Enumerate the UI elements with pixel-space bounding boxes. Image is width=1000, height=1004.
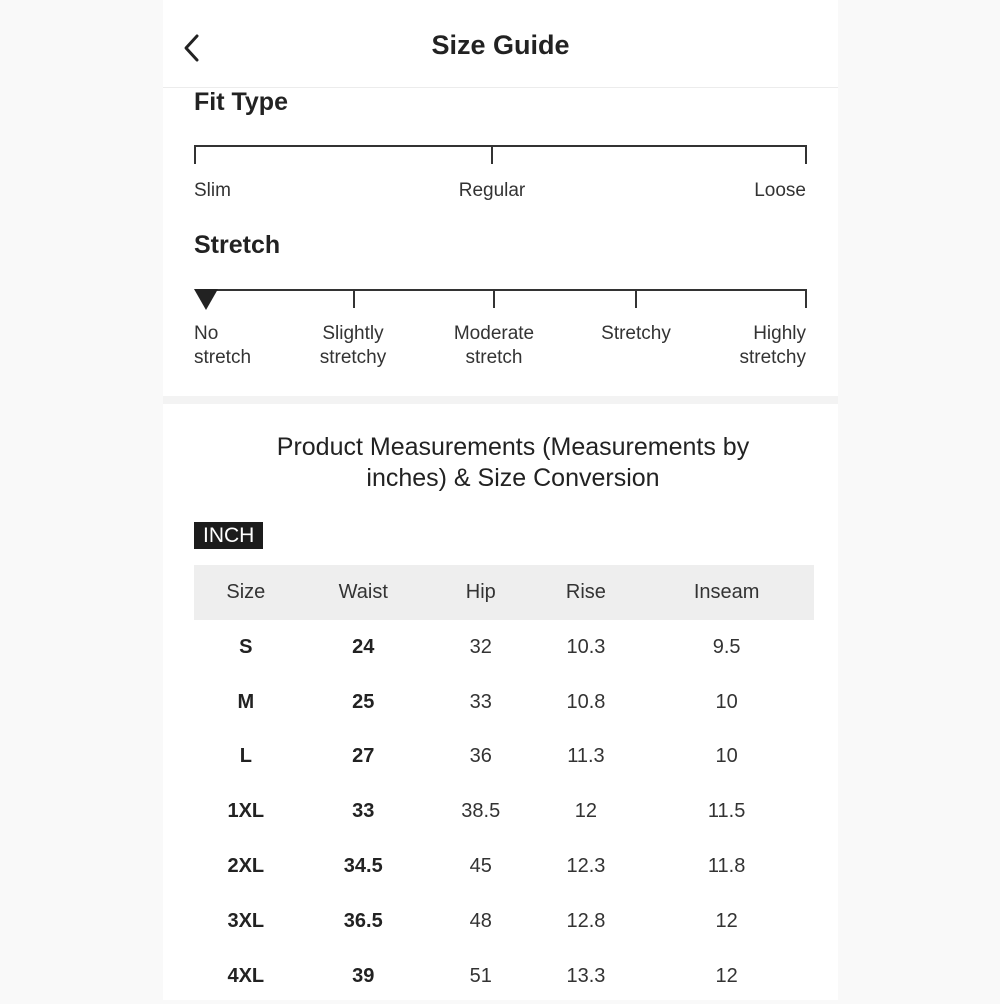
fit-label-regular: Regular [458, 180, 526, 201]
cell-inseam: 11.8 [707, 855, 746, 878]
stretch-label-no-stretch: No stretch [194, 323, 252, 368]
cell-waist: 27 [352, 745, 375, 768]
stretch-label-highly: Highly stretchy [739, 323, 806, 368]
cell-size: 2XL [227, 855, 265, 878]
size-guide-screen [163, 0, 838, 1000]
size-table [194, 565, 814, 1004]
cell-size: S [239, 635, 253, 658]
cell-rise: 11.3 [567, 745, 605, 768]
table-row [194, 730, 814, 785]
cell-size: 3XL [227, 909, 265, 932]
table-row [194, 784, 814, 839]
table-row [194, 949, 814, 1004]
cell-waist: 33 [352, 800, 375, 823]
cell-inseam: 12 [715, 909, 738, 932]
stretch-label-stretchy: Stretchy [601, 323, 671, 344]
column-header-inseam: Inseam [639, 565, 814, 620]
cell-size: L [239, 745, 252, 768]
table-header-row [194, 565, 814, 620]
triangle-down-icon [194, 289, 218, 310]
cell-waist: 39 [352, 964, 375, 987]
unit-badge-inch[interactable]: INCH [194, 522, 263, 549]
header-bar [163, 0, 838, 88]
cell-hip: 51 [469, 964, 492, 987]
cell-hip: 48 [469, 909, 492, 932]
table-row [194, 675, 814, 730]
cell-inseam: 12 [715, 964, 738, 987]
cell-waist: 24 [352, 635, 375, 658]
column-header-rise: Rise [533, 565, 640, 620]
fit-type-scale [194, 144, 808, 166]
stretch-title: Stretch [194, 231, 281, 259]
cell-hip: 45 [469, 855, 492, 878]
cell-waist: 36.5 [343, 909, 383, 932]
cell-rise: 12.8 [566, 909, 606, 932]
cell-inseam: 11.5 [707, 800, 746, 823]
cell-size: 4XL [227, 964, 265, 987]
table-row [194, 839, 814, 894]
section-divider [163, 396, 838, 404]
column-header-size: Size [194, 565, 298, 620]
fit-label-slim: Slim [194, 180, 231, 201]
cell-inseam: 9.5 [712, 635, 741, 658]
cell-waist: 25 [352, 690, 375, 713]
cell-rise: 12.3 [566, 855, 606, 878]
cell-hip: 33 [469, 690, 492, 713]
stretch-scale [194, 288, 808, 316]
measurements-title: Product Measurements (Measurements by inches) & Size Conversion [276, 433, 750, 492]
page-title: Size Guide [431, 30, 570, 60]
cell-size: 1XL [227, 800, 265, 823]
cell-rise: 13.3 [566, 964, 606, 987]
cell-inseam: 10 [715, 690, 738, 713]
cell-waist: 34.5 [343, 855, 383, 878]
column-header-waist: Waist [298, 565, 429, 620]
stretch-label-slightly: Slightly stretchy [319, 323, 387, 368]
cell-rise: 10.3 [566, 635, 606, 658]
cell-rise: 12 [574, 800, 598, 823]
table-row [194, 894, 814, 949]
cell-size: M [237, 690, 255, 713]
fit-type-title: Fit Type [194, 88, 288, 116]
fit-label-loose: Loose [754, 180, 806, 201]
cell-hip: 38.5 [461, 800, 501, 823]
stretch-label-moderate: Moderate stretch [453, 323, 535, 368]
cell-rise: 10.8 [566, 690, 606, 713]
cell-hip: 36 [469, 745, 492, 768]
table-row [194, 620, 814, 675]
cell-hip: 32 [469, 635, 492, 658]
cell-inseam: 10 [715, 745, 738, 768]
column-header-hip: Hip [429, 565, 533, 620]
